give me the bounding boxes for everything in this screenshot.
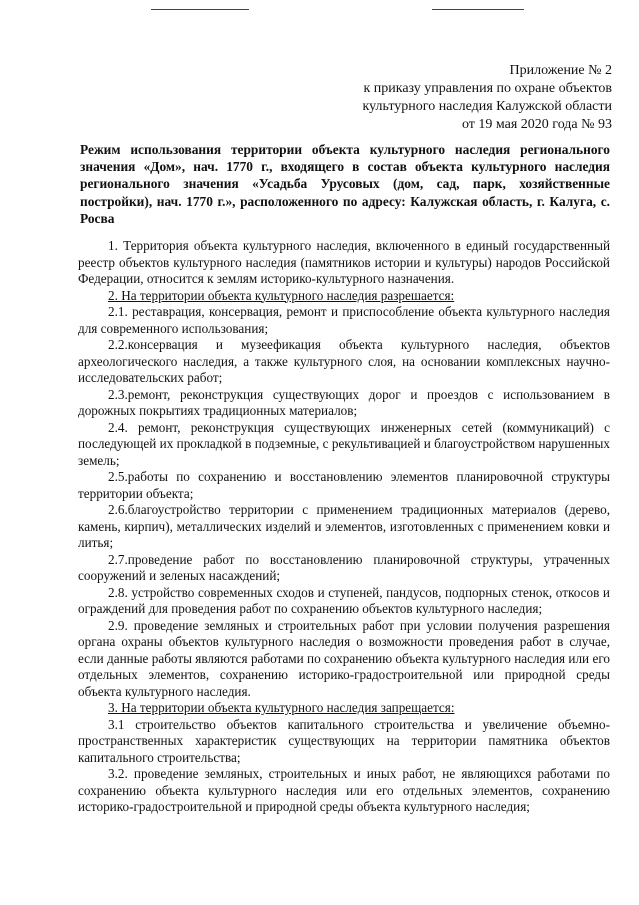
paragraph-3-1: 3.1 строительство объектов капитального строительства и увеличение объемно-пространственных характеристик существующих на территории памятника объектов капитального строительства;	[78, 716, 610, 765]
section-3-heading	[78, 700, 610, 717]
paragraph-2-5: 2.5.работы по сохранению и восстановлению элементов планировочной структуры территории объекта;	[78, 469, 610, 501]
document-body	[78, 238, 610, 816]
paragraph-2-2: 2.2.консервация и музеефикация объекта культурного наследия, объектов археологического наследия, а также культурного слоя, на основании комплексных научно-исследовательских работ;	[78, 337, 610, 385]
appendix-authority: культурного наследия Калужской области	[362, 99, 612, 114]
paragraph-1: 1. Территория объекта культурного наследия, включенного в единый государственный реестр объектов культурного наследия (памятников истории и культуры) народов Российской Федерации, относится к землям историко-культурного назначения.	[78, 238, 610, 286]
paragraph-2-6: 2.6.благоустройство территории с применением традиционных материалов (дерево, камень, кирпич), металлических изделий и элементов, изготовленных с применением ковки и литья;	[78, 502, 610, 550]
top-rule-left	[151, 9, 249, 10]
appendix-order-ref: к приказу управления по охране объектов	[363, 81, 612, 96]
appendix-number: Приложение № 2	[509, 63, 612, 78]
paragraph-2-3: 2.3.ремонт, реконструкция существующих дорог и проездов с использованием в дорожных покрытиях традиционных материалов;	[78, 386, 610, 418]
paragraph-2-8: 2.8. устройство современных сходов и ступеней, пандусов, подпорных стенок, откосов и ограждений для проведения работ по сохранению объектов культурного наследия;	[78, 584, 610, 616]
appendix-date: от 19 мая 2020 года № 93	[461, 117, 612, 132]
paragraph-2-7: 2.7.проведение работ по восстановлению планировочной структуры, утраченных сооружений и зеленых насаждений;	[78, 551, 610, 583]
section-3-heading-text: 3. На территории объекта культурного наследия запрещается:	[108, 700, 455, 715]
top-rule-right	[432, 9, 524, 10]
section-2-heading-text: 2. На территории объекта культурного наследия разрешается:	[108, 287, 455, 303]
paragraph-2-1: 2.1. реставрация, консервация, ремонт и приспособление объекта культурного наследия для современного использования;	[78, 304, 610, 336]
section-2-heading	[78, 288, 610, 305]
document-title: Режим использования территории объекта культурного наследия регионального значения «Дом», нач. 1770 г., входящего в состав объекта культурного наследия регионального значения «Усадьба Урусовых (дом, сад, парк, хозяйственные постройки), нач. 1770 г.», расположенного по адресу: Калужская область, г. Калуга, с. Росва	[80, 142, 610, 226]
appendix-header	[312, 62, 612, 134]
paragraph-2-9: 2.9. проведение земляных и строительных работ при условии получения разрешения органа охраны объектов культурного наследия о возможности проведения работ в случае, если данные работы являются работами по сохранению объекта культурного наследия или его отдельных элементов, сохранению историко-градостроительной или природной среды объекта культурного наследия.	[78, 617, 610, 699]
paragraph-2-4: 2.4. ремонт, реконструкция существующих инженерных сетей (коммуникаций) с последующей их прокладкой в подземные, с рекультивацией и благоустройством нарушенных земель;	[78, 419, 610, 468]
paragraph-3-2: 3.2. проведение земляных, строительных и иных работ, не являющихся работами по сохранению объекта культурного наследия или его отдельных элементов, сохранению историко-градостроительной и природной среды объекта культурного наследия;	[78, 766, 610, 814]
